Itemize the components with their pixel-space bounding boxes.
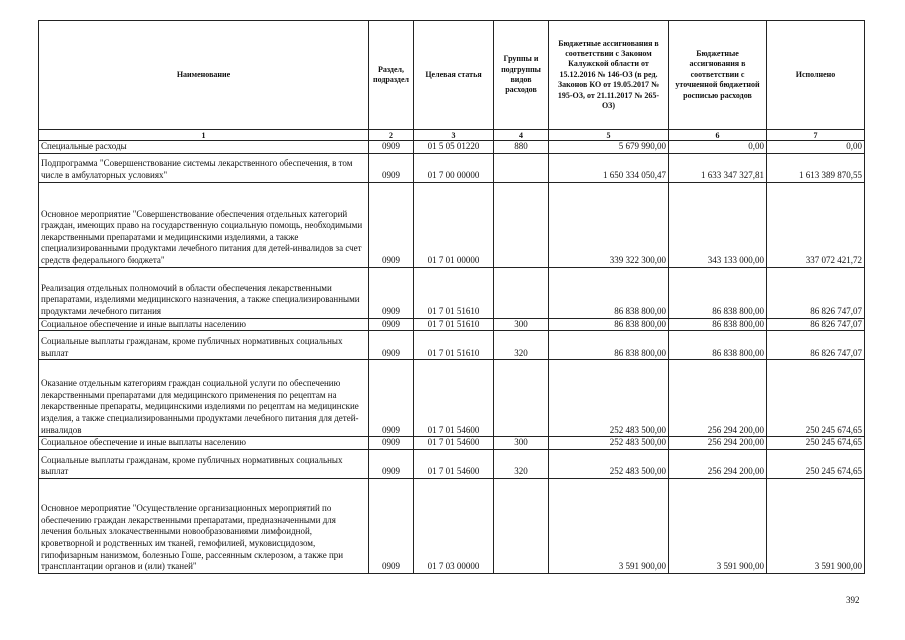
- table-row: [39, 437, 865, 450]
- row-target: 01 7 01 51610: [414, 267, 494, 318]
- row-target: 01 7 01 54600: [414, 360, 494, 437]
- row-target: 01 7 01 54600: [414, 437, 494, 450]
- row-name: Социальное обеспечение и иные выплаты населению: [39, 437, 369, 450]
- header-row: [39, 21, 865, 130]
- table-row: [39, 267, 865, 318]
- row-target: 01 7 01 54600: [414, 449, 494, 478]
- row-law: 86 838 800,00: [549, 331, 669, 360]
- row-executed: 0,00: [767, 141, 865, 154]
- row-target: 01 7 01 51610: [414, 318, 494, 331]
- col-number: 5: [549, 130, 669, 141]
- col-number: 6: [669, 130, 767, 141]
- row-refined: 86 838 800,00: [669, 331, 767, 360]
- header-executed: Исполнено: [767, 21, 865, 130]
- row-name: Основное мероприятие "Совершенствование обеспечения отдельных категорий граждан, имеющих право на государственную социальную помощь, необходимыми лекарственными препаратами и медицинскими изделиями, а также специализированными продуктами лечебного питания для детей-инвалидов за счет средств федерального бюджета": [39, 182, 369, 267]
- col-number: 7: [767, 130, 865, 141]
- row-name: Специальные расходы: [39, 141, 369, 154]
- row-law: 86 838 800,00: [549, 318, 669, 331]
- row-section: 0909: [369, 360, 414, 437]
- budget-table: [38, 20, 865, 574]
- row-section: 0909: [369, 437, 414, 450]
- row-group: [494, 267, 549, 318]
- row-refined: 0,00: [669, 141, 767, 154]
- row-law: 339 322 300,00: [549, 182, 669, 267]
- row-refined: 1 633 347 327,81: [669, 153, 767, 182]
- table-row: [39, 360, 865, 437]
- row-target: 01 7 01 00000: [414, 182, 494, 267]
- row-target: 01 7 03 00000: [414, 478, 494, 573]
- row-section: 0909: [369, 141, 414, 154]
- header-name: Наименование: [39, 21, 369, 130]
- row-name: Основное мероприятие "Осуществление организационных мероприятий по обеспечению граждан лекарственными препаратами, предназначенными для лечения больных злокачественными новообразованиями лимфоидной, кроветворной и родственных им тканей, гемофилией, муковисцидозом, гипофизарным нанизмом, болезнью Гоше, рассеянным склерозом, а также при трансплантации органов и (или) тканей": [39, 478, 369, 573]
- row-target: 01 7 01 51610: [414, 331, 494, 360]
- row-law: 252 483 500,00: [549, 437, 669, 450]
- row-group: [494, 478, 549, 573]
- row-refined: 3 591 900,00: [669, 478, 767, 573]
- row-refined: 256 294 200,00: [669, 437, 767, 450]
- row-section: 0909: [369, 478, 414, 573]
- row-name: Социальные выплаты гражданам, кроме публичных нормативных социальных выплат: [39, 331, 369, 360]
- row-executed: 86 826 747,07: [767, 331, 865, 360]
- row-section: 0909: [369, 153, 414, 182]
- row-group: 300: [494, 437, 549, 450]
- row-law: 3 591 900,00: [549, 478, 669, 573]
- row-executed: 1 613 389 870,55: [767, 153, 865, 182]
- row-section: 0909: [369, 449, 414, 478]
- row-group: 320: [494, 331, 549, 360]
- row-name: Оказание отдельным категориям граждан социальной услуги по обеспечению лекарственными препаратами для медицинского применения по рецептам на лекарственные препараты, медицинскими изделиями по рецептам на медицинские изделия, а также специализированными продуктами лечебного питания для детей-инвалидов: [39, 360, 369, 437]
- col-number: 3: [414, 130, 494, 141]
- row-refined: 343 133 000,00: [669, 182, 767, 267]
- page-number: 392: [846, 595, 860, 605]
- row-refined: 256 294 200,00: [669, 449, 767, 478]
- row-group: 880: [494, 141, 549, 154]
- row-law: 252 483 500,00: [549, 449, 669, 478]
- row-group: 320: [494, 449, 549, 478]
- row-name: Реализация отдельных полномочий в области обеспечения лекарственными препаратами, изделиями медицинского назначения, а также специализированными продуктами лечебного питания: [39, 267, 369, 318]
- header-refined-allocations: Бюджетные ассигнования в соответствии с уточненной бюджетной росписью расходов: [669, 21, 767, 130]
- row-group: [494, 182, 549, 267]
- row-name: Социальное обеспечение и иные выплаты населению: [39, 318, 369, 331]
- header-groups: Группы и подгруппы видов расходов: [494, 21, 549, 130]
- row-group: 300: [494, 318, 549, 331]
- header-section: Раздел, подраздел: [369, 21, 414, 130]
- row-section: 0909: [369, 318, 414, 331]
- table-row: [39, 331, 865, 360]
- table-row: [39, 318, 865, 331]
- row-name: Подпрограмма "Совершенствование системы лекарственного обеспечения, в том числе в амбулаторных условиях": [39, 153, 369, 182]
- row-executed: 86 826 747,07: [767, 318, 865, 331]
- row-target: 01 7 00 00000: [414, 153, 494, 182]
- row-section: 0909: [369, 267, 414, 318]
- col-number: 4: [494, 130, 549, 141]
- header-target: Целевая статья: [414, 21, 494, 130]
- table-row: [39, 141, 865, 154]
- row-group: [494, 360, 549, 437]
- row-refined: 86 838 800,00: [669, 267, 767, 318]
- row-executed: 86 826 747,07: [767, 267, 865, 318]
- row-law: 252 483 500,00: [549, 360, 669, 437]
- row-section: 0909: [369, 182, 414, 267]
- header-law-allocations: Бюджетные ассигнования в соответствии с Законом Калужской области от 15.12.2016 № 146-ОЗ (в ред. Законов КО от 19.05.2017 № 195-ОЗ, от 21.11.2017 № 265-ОЗ): [549, 21, 669, 130]
- column-number-row: [39, 130, 865, 141]
- row-section: 0909: [369, 331, 414, 360]
- row-executed: 250 245 674,65: [767, 437, 865, 450]
- row-target: 01 5 05 01220: [414, 141, 494, 154]
- row-name: Социальные выплаты гражданам, кроме публичных нормативных социальных выплат: [39, 449, 369, 478]
- row-refined: 256 294 200,00: [669, 360, 767, 437]
- row-executed: 250 245 674,65: [767, 360, 865, 437]
- row-law: 5 679 990,00: [549, 141, 669, 154]
- col-number: 1: [39, 130, 369, 141]
- row-law: 86 838 800,00: [549, 267, 669, 318]
- row-refined: 86 838 800,00: [669, 318, 767, 331]
- col-number: 2: [369, 130, 414, 141]
- table-row: [39, 449, 865, 478]
- row-law: 1 650 334 050,47: [549, 153, 669, 182]
- table-row: [39, 182, 865, 267]
- row-executed: 337 072 421,72: [767, 182, 865, 267]
- row-group: [494, 153, 549, 182]
- row-executed: 3 591 900,00: [767, 478, 865, 573]
- row-executed: 250 245 674,65: [767, 449, 865, 478]
- table-row: [39, 153, 865, 182]
- table-row: [39, 478, 865, 573]
